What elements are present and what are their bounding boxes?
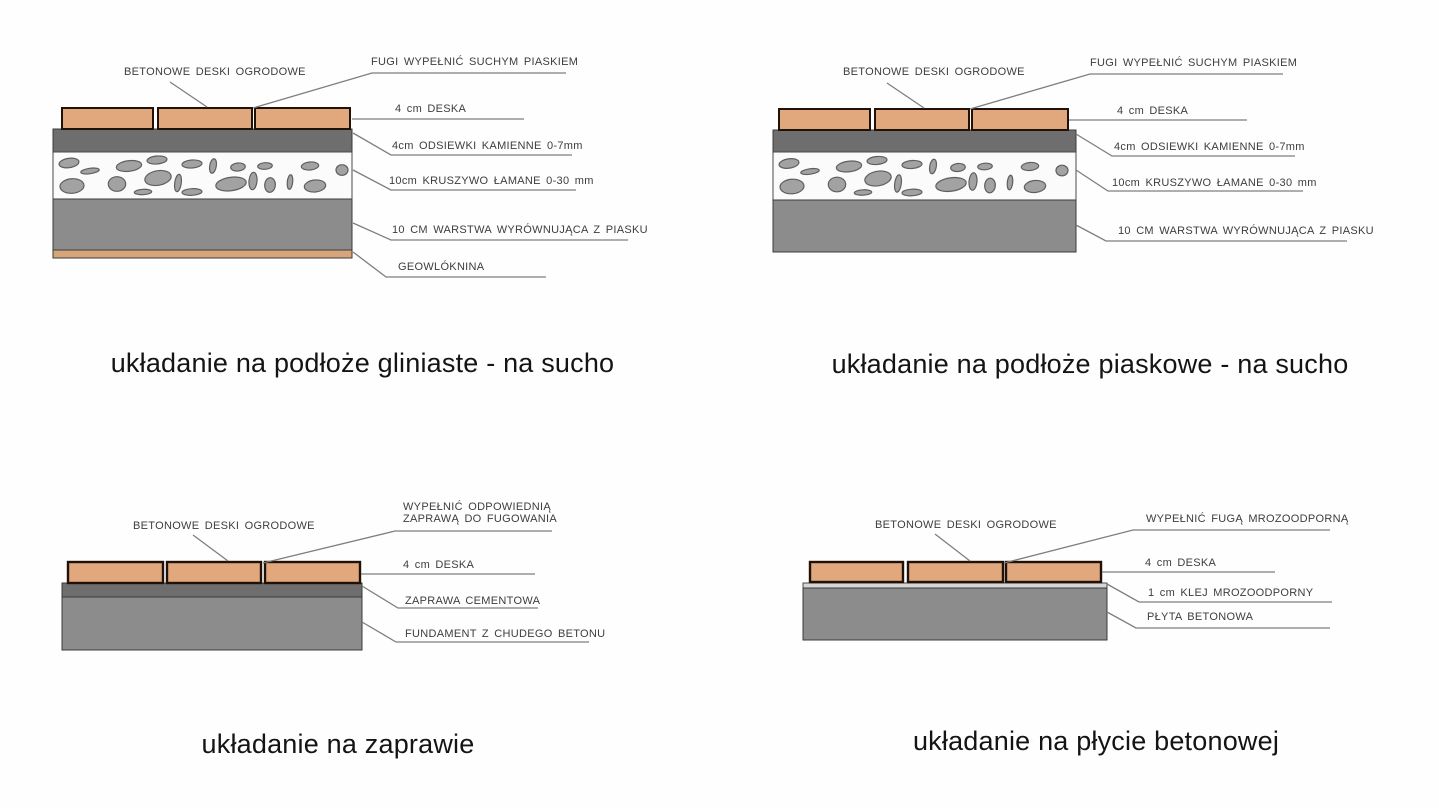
tr-leader-boards [887,83,924,108]
tr-joint-caption: FUGI WYPEŁNIĆ SUCHYM PIASKIEM [1090,57,1298,69]
tl-board-2 [158,108,252,129]
tl-leader-boards [170,82,207,107]
tr-board-1 [779,109,870,130]
br-boards [810,562,1101,582]
tl-layer-odsiewki [53,129,352,152]
bl-title: układanie na zaprawie [201,729,475,759]
bl-joint-caption-line1: WYPEŁNIĆ ODPOWIEDNIĄ [403,501,551,513]
tr-leader-joint [970,74,1283,109]
tl-layer-geowloknina [53,250,352,258]
tr-layer-warstwa [773,200,1076,252]
bl-zaprawa-caption: ZAPRAWA CEMENTOWA [405,595,541,607]
tr-layer-odsiewki [773,130,1076,152]
bl-layer-fundament [62,597,362,650]
br-joint-caption: WYPEŁNIĆ FUGĄ MROZOODPORNĄ [1146,513,1349,525]
br-title: układanie na płycie betonowej [912,726,1280,756]
bl-leader-boards [193,535,228,561]
tr-boards-caption: BETONOWE DESKI OGRODOWE [843,66,1025,78]
bl-boards [68,562,360,583]
tr-title: układanie na podłoże piaskowe - na sucho [831,349,1349,379]
br-layer-klej [803,583,1107,588]
br-plyta-caption: PŁYTA BETONOWA [1147,611,1254,623]
bl-joint-caption-line2: ZAPRAWĄ DO FUGOWANIA [403,512,558,525]
bl-deska-caption: 4 cm DESKA [403,559,475,571]
bl-board-1 [68,562,163,583]
br-boards-caption: BETONOWE DESKI OGRODOWE [875,519,1057,531]
tl-boards [62,108,350,129]
br-leader-boards [935,534,970,561]
tr-odsiewki-caption: 4cm ODSIEWKI KAMIENNE 0-7mm [1114,141,1305,153]
br-board-2 [908,562,1003,582]
tr-kruszywo-caption: 10cm KRUSZYWO ŁAMANE 0-30 mm [1112,177,1317,189]
tr-warstwa-caption: 10 CM WARSTWA WYRÓWNUJĄCA Z PIASKU [1118,225,1374,237]
tl-joint-caption: FUGI WYPEŁNIĆ SUCHYM PIASKIEM [371,56,579,68]
br-klej-caption: 1 cm KLEJ MROZOODPORNY [1148,587,1314,599]
br-board-1 [810,562,903,582]
br-deska-caption: 4 cm DESKA [1145,557,1217,569]
bl-layer-zaprawa [62,583,362,597]
tr-deska-caption: 4 cm DESKA [1117,105,1189,117]
tl-kruszywo-caption: 10cm KRUSZYWO ŁAMANE 0-30 mm [389,175,594,187]
tl-board-1 [62,108,153,129]
tl-geo-caption: GEOWLÓKNINA [398,261,485,273]
tr-boards [779,109,1068,130]
tl-boards-caption: BETONOWE DESKI OGRODOWE [124,66,306,78]
br-cross-section [803,530,1332,640]
tl-board-3 [255,108,350,129]
tl-warstwa-caption: 10 CM WARSTWA WYRÓWNUJĄCA Z PIASKU [392,224,648,236]
bl-board-3 [265,562,360,583]
tr-board-3 [972,109,1068,130]
bl-boards-caption: BETONOWE DESKI OGRODOWE [133,520,315,532]
tl-layer-warstwa [53,199,352,250]
tl-title: układanie na podłoże gliniaste - na sucho [110,348,615,378]
tl-odsiewki-caption: 4cm ODSIEWKI KAMIENNE 0-7mm [392,140,583,152]
bl-fundament-caption: FUNDAMENT Z CHUDEGO BETONU [405,628,606,640]
bl-board-2 [167,562,261,583]
br-layer-plyta [803,588,1107,640]
br-board-3 [1006,562,1101,582]
tr-board-2 [875,109,969,130]
bl-joint-caption [403,502,557,525]
tl-deska-caption: 4 cm DESKA [395,103,467,115]
